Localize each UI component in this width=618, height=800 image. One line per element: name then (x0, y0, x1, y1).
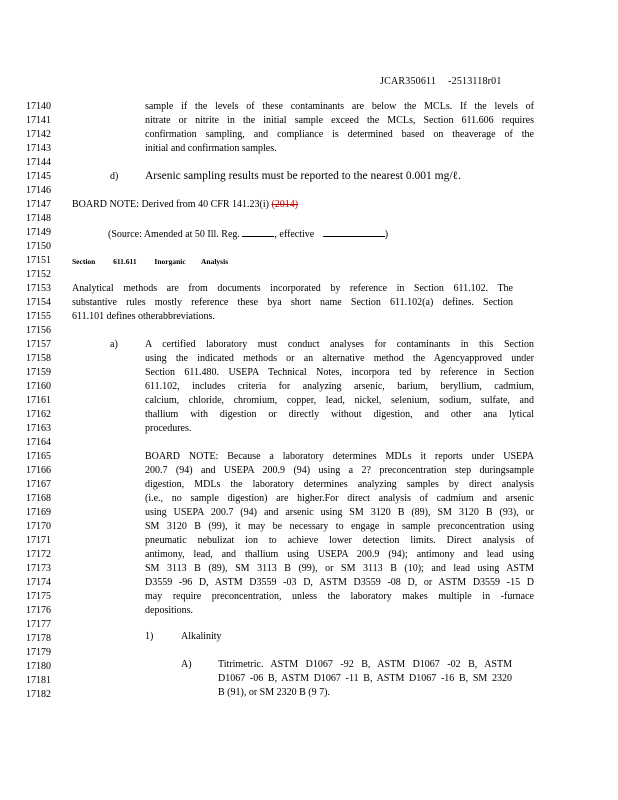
paragraph-line: 200.7 (94) and USEPA 200.9 (94) using a 2? preconcentration step duringsample (145, 465, 534, 476)
deleted-text: (2014) (271, 199, 299, 210)
paragraph-line: B (91), or SM 2320 B (9 7). (218, 687, 330, 698)
paragraph-line: Analytical methods are from documents incorporated by reference in Section 611.102. The (72, 283, 513, 294)
line-number: 17175 (26, 591, 51, 602)
paragraph-line: Titrimetric. ASTM D1067 -92 B, ASTM D1067 -02 B, ASTM (218, 659, 512, 670)
paragraph-line: procedures. (145, 423, 192, 434)
line-number: 17170 (26, 521, 51, 532)
line-number: 17182 (26, 689, 51, 700)
paragraph-line: using the indicated methods or an alternative method the Agencyapproved under (145, 353, 534, 364)
item-A-label: A) (181, 659, 192, 670)
line-number: 17147 (26, 199, 51, 210)
line-number: 17150 (26, 241, 51, 252)
line-number: 17155 (26, 311, 51, 322)
line-number: 17176 (26, 605, 51, 616)
line-number: 17173 (26, 563, 51, 574)
line-number: 17167 (26, 479, 51, 490)
paragraph-line: antimony, lead, and thallium using USEPA 200.9 (94); antimony and lead using (145, 549, 534, 560)
line-number: 17165 (26, 451, 51, 462)
paragraph-line: 611.102, includes criteria for analyzing arsenic, barium, beryllium, cadmium, (145, 381, 534, 392)
line-number: 17143 (26, 143, 51, 154)
paragraph-line: pneumatic nebulizat ion to achieve lower detection limits. Direct analysis of (145, 535, 534, 546)
source-prefix: (Source: Amended at 50 Ill. Reg. (108, 229, 240, 240)
source-note (108, 227, 388, 241)
line-number: 17156 (26, 325, 51, 336)
header-suffix: -2513118r01 (448, 76, 502, 87)
line-number: 17172 (26, 549, 51, 560)
section-title-word: Analysis (201, 257, 229, 266)
paragraph-line: A certified laboratory must conduct analyses for contaminants in this Section (145, 339, 534, 350)
section-word: Section (72, 257, 96, 266)
line-number: 17146 (26, 185, 51, 196)
line-number: 17152 (26, 269, 51, 280)
line-number: 17169 (26, 507, 51, 518)
line-number: 17158 (26, 353, 51, 364)
section-title-word: Inorganic (154, 257, 186, 266)
item-a-label: a) (110, 339, 118, 350)
paragraph-line: nitrate or nitrite in the initial sample exceed the MCLs, Section 611.606 requires (145, 115, 534, 126)
source-mid: , effective (274, 229, 315, 240)
paragraph-line: using USEPA 200.7 (94) and arsenic using SM 3120 B (89), SM 3120 B (93), or (145, 507, 534, 518)
item-d-label: d) (110, 171, 119, 182)
paragraph-line: thallium with digestion or directly without digestion, and other ana lytical (145, 409, 534, 420)
line-number: 17164 (26, 437, 51, 448)
item-1-text: Alkalinity (181, 631, 222, 642)
line-number: 17163 (26, 423, 51, 434)
line-number: 17144 (26, 157, 51, 168)
line-number: 17174 (26, 577, 51, 588)
line-number: 17171 (26, 535, 51, 546)
paragraph-line: (i.e., no sample digestion) are higher.For direct analysis of cadmium and arsenic (145, 493, 534, 504)
line-number: 17177 (26, 619, 51, 630)
board-note-text: BOARD NOTE: Derived from 40 CFR 141.23(i) (72, 199, 269, 210)
line-number: 17181 (26, 675, 51, 686)
line-number: 17166 (26, 465, 51, 476)
paragraph-line: SM 3120 B (99), it may be necessary to engage in sample preconcentration using (145, 521, 534, 532)
line-number: 17157 (26, 339, 51, 350)
section-number: 611.611 (113, 257, 137, 266)
line-number: 17148 (26, 213, 51, 224)
section-heading (72, 256, 228, 268)
line-number: 17153 (26, 283, 51, 294)
paragraph-line: digestion, MDLs the laboratory determines analyzing samples by direct analysis (145, 479, 534, 490)
source-end: ) (384, 229, 389, 240)
paragraph-line: Section 611.480. USEPA Technical Notes, incorpora ted by reference in Section (145, 367, 534, 378)
paragraph-line: D3559 -96 D, ASTM D3559 -03 D, ASTM D3559 -08 D, or ASTM D3559 -15 D (145, 577, 534, 588)
line-number: 17145 (26, 171, 51, 182)
blank-line (242, 227, 274, 237)
paragraph-line: calcium, chloride, chromium, copper, lead, nickel, selenium, sodium, sulfate, and (145, 395, 534, 406)
paragraph-line: may require preconcentration, unless the laboratory makes multiple in -furnace (145, 591, 534, 602)
line-number: 17161 (26, 395, 51, 406)
line-number: 17160 (26, 381, 51, 392)
paragraph-line: sample if the levels of these contaminants are below the MCLs. If the levels of (145, 101, 534, 112)
paragraph-line: initial and confirmation samples. (145, 143, 277, 154)
line-number: 17154 (26, 297, 51, 308)
line-number: 17162 (26, 409, 51, 420)
blank-line (323, 227, 385, 237)
paragraph-line: depositions. (145, 605, 194, 616)
board-note-derived (72, 199, 298, 211)
paragraph-line: BOARD NOTE: Because a laboratory determines MDLs it reports under USEPA (145, 451, 534, 462)
line-number: 17180 (26, 661, 51, 672)
line-number: 17140 (26, 101, 51, 112)
line-number: 17142 (26, 129, 51, 140)
paragraph-line: confirmation sampling, and compliance is determined based on theaverage of the (145, 129, 534, 140)
line-number: 17141 (26, 115, 51, 126)
header-code: JCAR350611 (380, 76, 437, 87)
paragraph-line: substantive rules mostly reference these bya short name Section 611.102(a) defines. Section (72, 297, 513, 308)
line-number: 17159 (26, 367, 51, 378)
line-number: 17178 (26, 633, 51, 644)
item-1-label: 1) (145, 631, 154, 642)
line-number: 17151 (26, 255, 51, 266)
line-number: 17168 (26, 493, 51, 504)
paragraph-line: SM 3113 B (89), SM 3113 B (99), or SM 3113 B (10); and lead using ASTM (145, 563, 534, 574)
document-header (380, 76, 502, 87)
line-number: 17179 (26, 647, 51, 658)
item-d-text: Arsenic sampling results must be reported to the nearest 0.001 mg/ℓ. (145, 170, 461, 182)
paragraph-line: D1067 -06 B, ASTM D1067 -11 B, ASTM D1067 -16 B, SM 2320 (218, 673, 512, 684)
line-number: 17149 (26, 227, 51, 238)
paragraph-line: 611.101 defines otherabbreviations. (72, 311, 215, 322)
